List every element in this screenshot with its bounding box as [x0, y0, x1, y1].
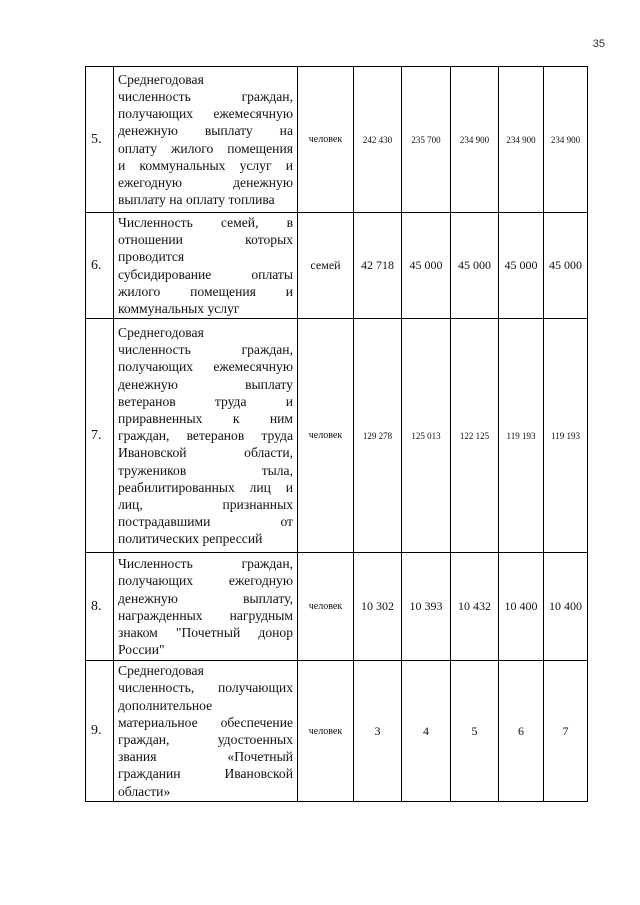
description-line: денежную выплату [118, 376, 293, 392]
value-cell: 10 302 [354, 553, 402, 661]
description-line: материальное обеспечение [118, 714, 293, 730]
value-cell: 234 900 [451, 67, 499, 213]
description-line: граждан, ветеранов труда [118, 428, 293, 444]
value-cell: 45 000 [499, 213, 544, 319]
description-line: знаком "Почетный донор [118, 624, 293, 640]
value-cell: 4 [402, 661, 451, 802]
description-line: получающих ежегодную [118, 573, 293, 589]
indicator-description [114, 213, 298, 319]
table-row [86, 553, 588, 661]
table-row [86, 661, 588, 802]
value-cell: 10 432 [451, 553, 499, 661]
row-number: 5. [86, 67, 114, 213]
unit-cell: человек [298, 67, 354, 213]
description-line: Ивановской области, [118, 445, 293, 461]
description-line: реабилитированных лиц и [118, 479, 293, 495]
value-cell: 6 [499, 661, 544, 802]
table-row [86, 67, 588, 213]
description-line: награжденных нагрудным [118, 607, 293, 623]
indicator-description [114, 67, 298, 213]
description-line: России" [118, 642, 165, 658]
unit-cell: человек [298, 661, 354, 802]
description-line: звания «Почетный [118, 749, 293, 765]
page-number: 35 [592, 38, 605, 50]
description-line: Среднегодовая [118, 71, 204, 87]
value-cell: 45 000 [451, 213, 499, 319]
value-cell: 45 000 [402, 213, 451, 319]
description-line: пострадавшими от [118, 514, 293, 530]
indicator-description [114, 553, 298, 661]
description-line: Среднегодовая [118, 663, 204, 679]
value-cell: 235 700 [402, 67, 451, 213]
description-line: жилого помещения и [118, 283, 293, 299]
description-line: проводится [118, 249, 185, 265]
description-line: Численность семей, в [118, 215, 293, 230]
unit-cell: человек [298, 553, 354, 661]
description-line: субсидирование оплаты [118, 266, 293, 282]
value-cell: 45 000 [544, 213, 588, 319]
value-cell: 3 [354, 661, 402, 802]
value-cell: 242 430 [354, 67, 402, 213]
indicators-table [85, 66, 588, 802]
value-cell: 7 [544, 661, 588, 802]
value-cell: 42 718 [354, 213, 402, 319]
description-line: дополнительное [118, 697, 213, 713]
description-line: и коммунальных услуг и [118, 157, 293, 173]
table-row [86, 319, 588, 553]
value-cell: 125 013 [402, 319, 451, 553]
description-line: выплату на оплату топлива [118, 192, 275, 208]
unit-cell: семей [298, 213, 354, 319]
indicator-description [114, 319, 298, 553]
value-cell: 10 393 [402, 553, 451, 661]
description-line: политических репрессий [118, 531, 263, 547]
row-number: 7. [86, 319, 114, 553]
value-cell: 5 [451, 661, 499, 802]
table-row [86, 213, 588, 319]
description-line: оплату жилого помещения [118, 140, 293, 156]
description-line: коммунальных услуг [118, 301, 240, 317]
value-cell: 129 278 [354, 319, 402, 553]
description-line: приравненных к ним [118, 410, 293, 426]
description-line: получающих ежемесячную [118, 359, 293, 375]
description-line: численность, получающих [118, 680, 293, 696]
description-line: ежегодную денежную [118, 174, 293, 190]
value-cell: 10 400 [499, 553, 544, 661]
row-number: 6. [86, 213, 114, 319]
description-line: денежную выплату на [118, 123, 293, 139]
value-cell: 122 125 [451, 319, 499, 553]
description-line: Численность граждан, [118, 556, 293, 572]
indicator-description [114, 661, 298, 802]
table-body [86, 67, 588, 802]
description-line: численность граждан, [118, 88, 293, 104]
row-number: 8. [86, 553, 114, 661]
value-cell: 10 400 [544, 553, 588, 661]
description-line: отношении которых [118, 232, 293, 248]
description-line: лиц, признанных [118, 496, 293, 512]
description-line: численность граждан, [118, 342, 293, 358]
row-number: 9. [86, 661, 114, 802]
description-line: получающих ежемесячную [118, 106, 293, 122]
value-cell: 119 193 [499, 319, 544, 553]
description-line: денежную выплату, [118, 590, 293, 606]
description-line: тружеников тыла, [118, 462, 293, 478]
description-line: граждан, удостоенных [118, 732, 293, 748]
description-line: ветеранов труда и [118, 393, 293, 409]
value-cell: 234 900 [544, 67, 588, 213]
description-line: области» [118, 783, 171, 799]
description-line: Среднегодовая [118, 324, 204, 340]
value-cell: 234 900 [499, 67, 544, 213]
unit-cell: человек [298, 319, 354, 553]
description-line: гражданин Ивановской [118, 766, 293, 782]
value-cell: 119 193 [544, 319, 588, 553]
